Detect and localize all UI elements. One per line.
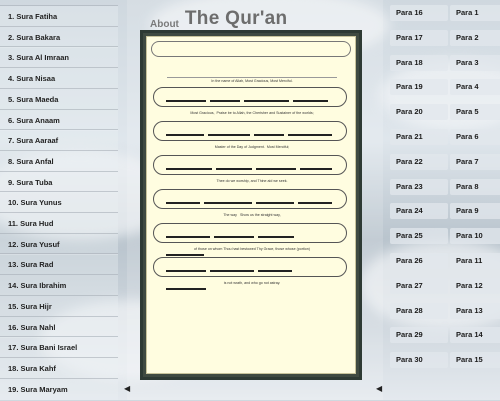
para-button[interactable]: Para 5 <box>450 104 500 120</box>
para-button[interactable]: Para 19 <box>390 79 448 95</box>
verse-box <box>153 189 347 209</box>
para-button[interactable]: Para 17 <box>390 30 448 46</box>
verse-box <box>153 121 347 141</box>
page-title <box>150 4 287 30</box>
para-button[interactable]: Para 4 <box>450 79 500 95</box>
para-button[interactable]: Para 26 <box>390 253 448 269</box>
para-button[interactable]: Para 23 <box>390 179 448 195</box>
verse-box <box>153 155 347 175</box>
prev-page-arrow[interactable]: ◀ <box>124 384 131 393</box>
sura-item[interactable]: 16. Sura Nahl <box>0 316 118 338</box>
para-button[interactable]: Para 13 <box>450 303 500 319</box>
para-button[interactable]: Para 21 <box>390 129 448 145</box>
para-button[interactable]: Para 28 <box>390 303 448 319</box>
translation-line: is not wrath, and who go not astray. <box>223 281 281 285</box>
para-button[interactable]: Para 27 <box>390 278 448 294</box>
para-button[interactable]: Para 20 <box>390 104 448 120</box>
para-button[interactable]: Para 29 <box>390 327 448 343</box>
para-button[interactable]: Para 22 <box>390 154 448 170</box>
arabic-text <box>164 194 336 206</box>
para-button[interactable]: Para 24 <box>390 203 448 219</box>
sura-item[interactable]: 3. Sura Al Imraan <box>0 46 118 68</box>
para-button[interactable]: Para 25 <box>390 228 448 244</box>
translation-line: The way Show us the straight way, <box>223 213 281 217</box>
sura-item[interactable]: 5. Sura Maeda <box>0 88 118 110</box>
translation-line: In the name of Allah, Most Gracious, Most Merciful. <box>211 79 293 83</box>
para-button[interactable]: Para 8 <box>450 179 500 195</box>
sura-item[interactable]: 10. Sura Yunus <box>0 191 118 213</box>
sura-item[interactable]: 11. Sura Hud <box>0 212 118 234</box>
para-button[interactable]: Para 9 <box>450 203 500 219</box>
translation-line: of those on whom Thou hast bestowed Thy Grace, those whose (portion) <box>194 247 310 251</box>
sura-item[interactable]: 6. Sura Anaam <box>0 109 118 131</box>
verse-box <box>153 223 347 243</box>
para-button[interactable]: Para 16 <box>390 5 448 21</box>
para-button[interactable]: Para 7 <box>450 154 500 170</box>
quran-page <box>146 36 356 374</box>
para-button[interactable]: Para 3 <box>450 55 500 71</box>
translation-line: Most Gracious, Praise be to Allah, the Cherisher and Sustainer of the worlds; <box>190 111 314 115</box>
verse-box <box>153 257 347 277</box>
para-button[interactable]: Para 11 <box>450 253 500 269</box>
verse-box <box>153 87 347 107</box>
sura-item[interactable]: 13. Sura Rad <box>0 253 118 275</box>
arabic-text <box>164 160 336 172</box>
basmala-line <box>167 61 337 78</box>
arabic-text <box>164 228 336 240</box>
sura-item[interactable]: 9. Sura Tuba <box>0 171 118 193</box>
title-main: The Qur'an <box>184 8 288 29</box>
title-prefix: About <box>150 19 179 30</box>
para-button[interactable]: Para 14 <box>450 327 500 343</box>
sura-list <box>0 0 118 400</box>
surah-header <box>151 41 351 57</box>
sura-item[interactable]: 8. Sura Anfal <box>0 150 118 172</box>
para-button[interactable]: Para 10 <box>450 228 500 244</box>
sura-item[interactable]: 17. Sura Bani Israel <box>0 336 118 358</box>
sura-item[interactable]: 4. Sura Nisaa <box>0 67 118 89</box>
translation-line: Master of the Day of Judgment. Most Merciful; <box>214 145 290 149</box>
sura-item[interactable]: 12. Sura Yusuf <box>0 233 118 255</box>
para-button[interactable]: Para 12 <box>450 278 500 294</box>
para-button[interactable]: Para 30 <box>390 352 448 368</box>
arabic-text <box>164 262 336 274</box>
arabic-text <box>164 126 336 138</box>
arabic-text <box>164 92 336 104</box>
sura-item[interactable]: 14. Sura Ibrahim <box>0 274 118 296</box>
translation-line: Thee do we worship, and Thine aid we seek. <box>216 179 288 183</box>
sura-item[interactable]: 2. Sura Bakara <box>0 26 118 48</box>
para-button[interactable]: Para 15 <box>450 352 500 368</box>
next-page-arrow[interactable]: ◀ <box>376 384 383 393</box>
sura-item[interactable]: 1. Sura Fatiha <box>0 5 118 27</box>
para-button[interactable]: Para 1 <box>450 5 500 21</box>
para-button[interactable]: Para 18 <box>390 55 448 71</box>
sura-item[interactable]: 19. Sura Maryam <box>0 378 118 400</box>
sura-item[interactable]: 7. Sura Aaraaf <box>0 129 118 151</box>
para-button[interactable]: Para 6 <box>450 129 500 145</box>
sura-item[interactable]: 15. Sura Hijr <box>0 295 118 317</box>
para-button[interactable]: Para 2 <box>450 30 500 46</box>
sura-item[interactable]: 18. Sura Kahf <box>0 357 118 379</box>
